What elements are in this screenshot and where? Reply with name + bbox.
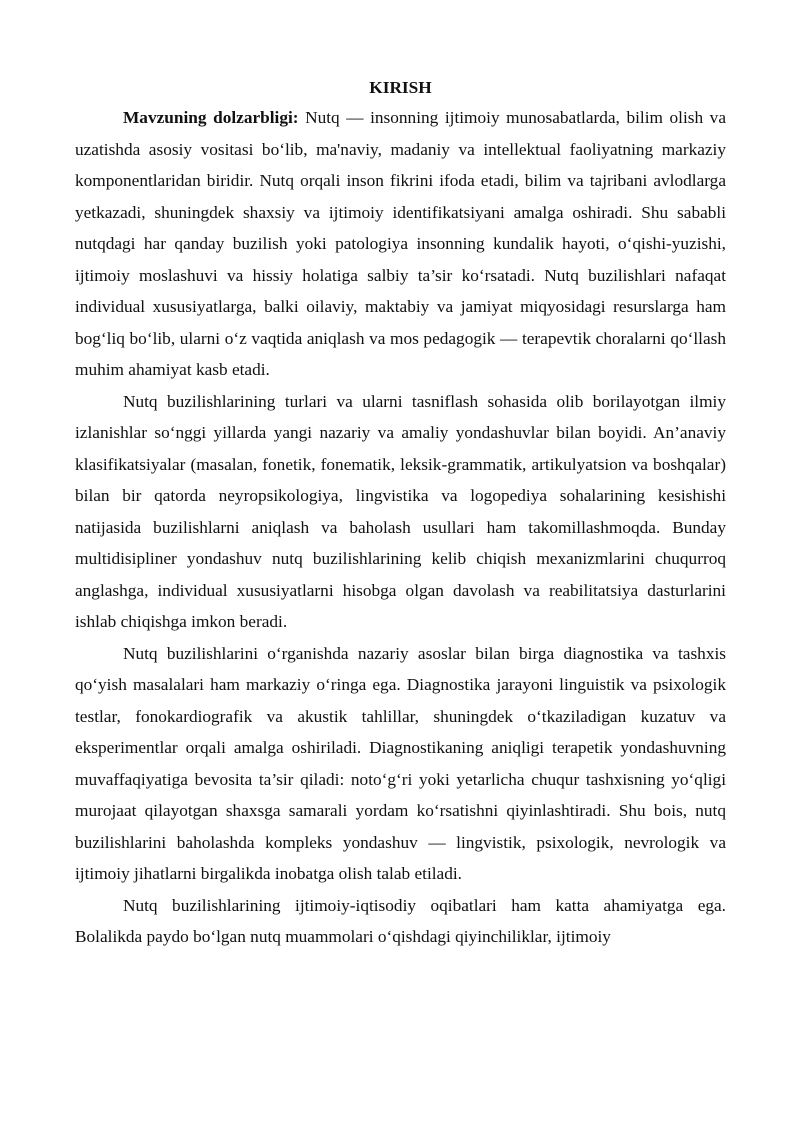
paragraph-consequences [75,890,726,953]
paragraph-text: Nutq buzilishlarining turlari va ularni tasniflash sohasida olib borilayotgan ilmiy izlanishlar so‘nggi yillarda yangi nazariy va amaliy yondashuvlar bilan boyidi. An’anaviy klasifikatsiyalar (masalan, fonetik, fonematik, leksik-grammatik, artikulyatsion va boshqalar) bilan bir qatorda neyropsikologiya, lingvistika va logopediya sohalarining kesishishi natijasida buzilishlarni aniqlash va baholash usullari ham takomillashmoqda. Bunday multidisipliner yondashuv nutq buzilishlarining kelib chiqish mexanizmlarini chuqurroq anglashga, individual xususiyatlarni hisobga olgan davolash va reabilitatsiya dasturlarini ishlab chiqishga imkon beradi. [75,391,726,631]
paragraph-relevance [75,102,726,386]
paragraph-text: Nutq buzilishlarining ijtimoiy-iqtisodiy oqibatlari ham katta ahamiyatga ega. Bolalikda paydo bo‘lgan nutq muammolari o‘qishdagi qiyinchiliklar, ijtimoiy [75,895,726,946]
paragraph-classification [75,386,726,638]
document-body [75,73,726,953]
section-heading: KIRISH [369,78,432,97]
paragraph-diagnostics [75,638,726,890]
paragraph-text: Nutq — insonning ijtimoiy munosabatlarda, bilim olish va uzatishda asosiy vositasi bo‘lib, ma'naviy, madaniy va intellektual faoliyatning markaziy komponentlaridan biridir. Nutq orqali inson fikrini ifoda etadi, bilim va tajribani avlodlarga yetkazadi, shuningdek shaxsiy va ijtimoiy identifikatsiyani amalga oshiradi. Shu sababli nutqdagi har qanday buzilish yoki patologiya insonning kundalik hayoti, o‘qishi-yuzishi, ijtimoiy moslashuvi va hissiy holatiga salbiy ta’sir ko‘rsatadi. Nutq buzilishlari nafaqat individual xususiyatlarga, balki oilaviy, maktabiy va jamiyat miqyosidagi resurslarga ham bog‘liq bo‘lib, ularni o‘z vaqtida aniqlash va mos pedagogik — terapevtik choralarni qo‘llash muhim ahamiyat kasb etadi. [75,108,726,379]
paragraph-text: Nutq buzilishlarini o‘rganishda nazariy asoslar bilan birga diagnostika va tashxis qo‘yish masalalari ham markaziy o‘ringa ega. Diagnostika jarayoni linguistik va psixologik testlar, fonokardiografik va akustik tahlillar, shuningdek o‘tkaziladigan kuzatuv va eksperimentlar orqali amalga oshiriladi. Diagnostikaning aniqligi terapetik yondashuvning muvaffaqiyatiga bevosita ta’sir qiladi: noto‘g‘ri yoki yetarlicha chuqur tashxisning yo‘qligi murojaat qilayotgan shaxsga samarali yordam ko‘rsatishni qiyinlashtiradi. Shu bois, nutq buzilishlarini baholashda kompleks yondashuv — lingvistik, psixologik, nevrologik va ijtimoiy jihatlarni birgalikda inobatga olish talab etiladi. [75,643,726,883]
paragraph-lead: Mavzuning dolzarbligi: [123,108,299,127]
